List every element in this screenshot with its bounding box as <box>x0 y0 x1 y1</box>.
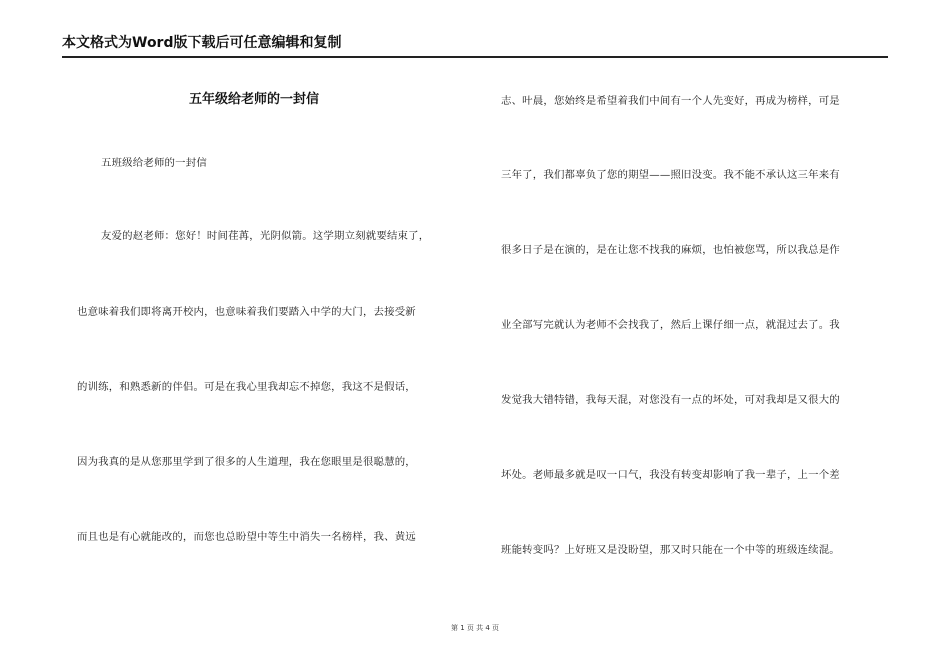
right-line-4: 业全部写完就认为老师不会找我了，然后上课仔细一点，就混过去了。我 <box>501 319 840 331</box>
left-line-5: 因为我真的是从您那里学到了很多的人生道理，我在您眼里是很聪慧的， <box>77 456 416 468</box>
right-line-5: 发觉我大错特错，我每天混，对您没有一点的坏处，可对我却是又很大的 <box>501 394 840 406</box>
header-banner-text: 本文格式为Word版下载后可任意编辑和复制 <box>62 35 342 51</box>
left-line-4: 的训练，和熟悉新的伴侣。可是在我心里我却忘不掉您，我这不是假话， <box>77 381 416 393</box>
left-line-6: 而且也是有心就能改的，而您也总盼望中等生中消失一名榜样，我、黄远 <box>77 531 416 543</box>
left-line-3: 也意味着我们即将离开校内，也意味着我们要踏入中学的大门，去接受新 <box>77 306 416 318</box>
document-title: 五年级给老师的一封信 <box>189 92 320 107</box>
right-line-3: 很多日子是在演的，是在让您不找我的麻烦，也怕被您骂，所以我总是作 <box>501 244 840 256</box>
right-line-1: 志、叶晨，您始终是希望着我们中间有一个人先变好，再成为榜样，可是 <box>501 95 840 107</box>
left-line-2: 友爱的赵老师：您好！时间荏苒，光阴似箭。这学期立刻就要结束了， <box>101 230 430 242</box>
page-number: 第 1 页 共 4 页 <box>450 624 500 632</box>
document-header <box>62 34 888 58</box>
right-line-6: 坏处。老师最多就是叹一口气，我没有转变却影响了我一辈子，上一个差 <box>501 469 840 481</box>
left-line-1: 五班级给老师的一封信 <box>101 157 207 169</box>
right-line-2: 三年了，我们都辜负了您的期望——照旧没变。我不能不承认这三年来有 <box>501 169 840 181</box>
right-line-7: 班能转变吗？上好班又是没盼望，那又时只能在一个中等的班级连续混。 <box>501 544 840 556</box>
